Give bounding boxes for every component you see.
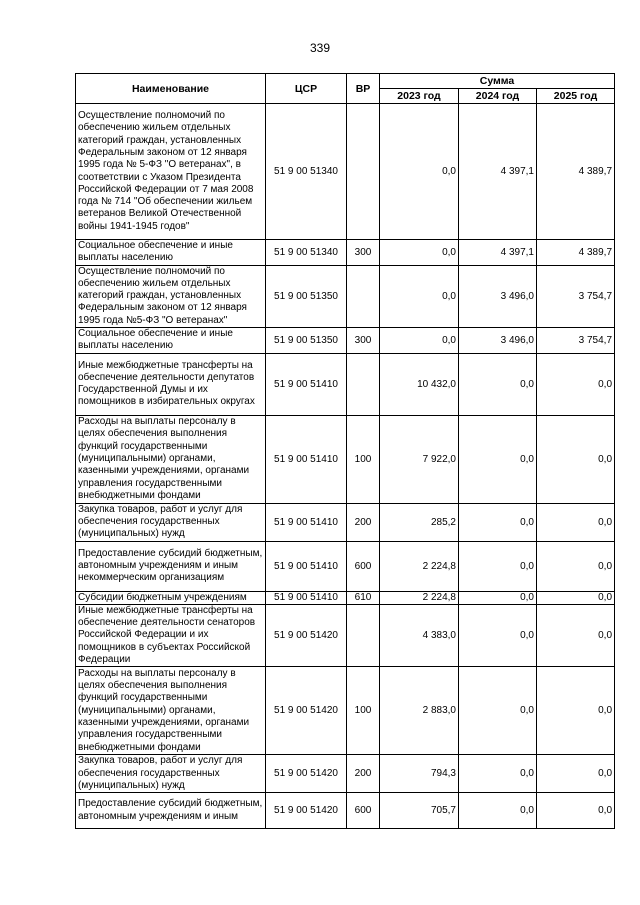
row-sum-2023: 10 432,0 (380, 353, 459, 415)
table-row (76, 328, 615, 354)
row-sum-2024: 4 397,1 (459, 240, 537, 266)
row-sum-2024: 0,0 (459, 503, 537, 541)
table-row (76, 265, 615, 327)
row-sum-2024: 0,0 (459, 415, 537, 503)
row-sum-2023: 7 922,0 (380, 415, 459, 503)
row-sum-2023: 285,2 (380, 503, 459, 541)
header-vr: ВР (347, 74, 380, 104)
row-csr: 51 9 00 51420 (266, 667, 347, 755)
row-csr: 51 9 00 51350 (266, 265, 347, 327)
row-sum-2024: 0,0 (459, 755, 537, 793)
row-vr: 300 (347, 328, 380, 354)
row-sum-2025: 0,0 (537, 503, 615, 541)
row-name: Иные межбюджетные трансферты на обеспечение деятельности сенаторов Российской Федерации и их помощников в субъектах Российской Федерации (76, 604, 266, 666)
row-sum-2024: 0,0 (459, 667, 537, 755)
row-sum-2025: 3 754,7 (537, 328, 615, 354)
row-vr: 600 (347, 541, 380, 591)
row-sum-2024: 0,0 (459, 591, 537, 604)
row-sum-2023: 0,0 (380, 265, 459, 327)
row-csr: 51 9 00 51410 (266, 591, 347, 604)
row-sum-2024: 3 496,0 (459, 265, 537, 327)
row-name: Предоставление субсидий бюджетным, автономным учреждениям и иным некоммерческим организациям (76, 541, 266, 591)
header-year-2023: 2023 год (380, 89, 459, 104)
row-sum-2023: 2 224,8 (380, 591, 459, 604)
header-sum: Сумма (380, 74, 615, 89)
row-sum-2023: 2 224,8 (380, 541, 459, 591)
row-csr: 51 9 00 51410 (266, 503, 347, 541)
row-vr: 100 (347, 415, 380, 503)
row-csr: 51 9 00 51410 (266, 415, 347, 503)
row-csr: 51 9 00 51410 (266, 541, 347, 591)
row-sum-2025: 3 754,7 (537, 265, 615, 327)
row-sum-2023: 0,0 (380, 328, 459, 354)
row-sum-2023: 794,3 (380, 755, 459, 793)
row-csr: 51 9 00 51340 (266, 240, 347, 266)
row-name: Субсидии бюджетным учреждениям (76, 591, 266, 604)
row-vr: 100 (347, 667, 380, 755)
header-year-2025: 2025 год (537, 89, 615, 104)
row-vr (347, 265, 380, 327)
row-sum-2025: 0,0 (537, 604, 615, 666)
row-sum-2025: 0,0 (537, 415, 615, 503)
header-name: Наименование (76, 74, 266, 104)
table-header (76, 74, 615, 104)
row-sum-2025: 0,0 (537, 667, 615, 755)
row-csr: 51 9 00 51340 (266, 104, 347, 240)
row-sum-2025: 4 389,7 (537, 240, 615, 266)
row-name: Социальное обеспечение и иные выплаты населению (76, 328, 266, 354)
row-vr: 200 (347, 503, 380, 541)
row-sum-2024: 0,0 (459, 541, 537, 591)
budget-table (75, 73, 615, 829)
row-sum-2024: 3 496,0 (459, 328, 537, 354)
row-name: Расходы на выплаты персоналу в целях обеспечения выполнения функций государственными (муниципальными) органами, казенными учреждениями, органами управления государственными внебюджетными фондами (76, 667, 266, 755)
row-sum-2025: 0,0 (537, 353, 615, 415)
table-row (76, 104, 615, 240)
row-sum-2025: 0,0 (537, 541, 615, 591)
table-body (76, 104, 615, 829)
row-sum-2023: 2 883,0 (380, 667, 459, 755)
table-row (76, 667, 615, 755)
row-vr (347, 104, 380, 240)
row-vr: 600 (347, 793, 380, 829)
row-vr (347, 604, 380, 666)
table-row (76, 604, 615, 666)
table-row (76, 541, 615, 591)
row-name: Закупка товаров, работ и услуг для обеспечения государственных (муниципальных) нужд (76, 755, 266, 793)
table-row (76, 240, 615, 266)
page-number: 339 (309, 41, 331, 55)
row-name: Социальное обеспечение и иные выплаты населению (76, 240, 266, 266)
row-csr: 51 9 00 51350 (266, 328, 347, 354)
table-row (76, 793, 615, 829)
row-sum-2024: 0,0 (459, 353, 537, 415)
row-sum-2025: 0,0 (537, 793, 615, 829)
row-sum-2024: 0,0 (459, 604, 537, 666)
row-sum-2023: 0,0 (380, 240, 459, 266)
row-sum-2023: 705,7 (380, 793, 459, 829)
row-sum-2023: 4 383,0 (380, 604, 459, 666)
row-vr: 200 (347, 755, 380, 793)
row-name: Закупка товаров, работ и услуг для обеспечения государственных (муниципальных) нужд (76, 503, 266, 541)
row-csr: 51 9 00 51410 (266, 353, 347, 415)
row-name: Предоставление субсидий бюджетным, автономным учреждениям и иным (76, 793, 266, 829)
table-row (76, 503, 615, 541)
row-sum-2024: 0,0 (459, 793, 537, 829)
row-sum-2024: 4 397,1 (459, 104, 537, 240)
row-sum-2023: 0,0 (380, 104, 459, 240)
row-vr: 300 (347, 240, 380, 266)
row-sum-2025: 0,0 (537, 755, 615, 793)
row-name: Иные межбюджетные трансферты на обеспечение деятельности депутатов Государственной Думы и их помощников в избирательных округах (76, 353, 266, 415)
row-sum-2025: 4 389,7 (537, 104, 615, 240)
table-row (76, 755, 615, 793)
row-csr: 51 9 00 51420 (266, 755, 347, 793)
header-year-2024: 2024 год (459, 89, 537, 104)
table-row (76, 591, 615, 604)
row-vr: 610 (347, 591, 380, 604)
table-row (76, 353, 615, 415)
row-csr: 51 9 00 51420 (266, 604, 347, 666)
row-csr: 51 9 00 51420 (266, 793, 347, 829)
row-name: Осуществление полномочий по обеспечению жильем отдельных категорий граждан, установленных Федеральным законом от 12 января 1995 года № 5-ФЗ "О ветеранах", в соответствии с Указом Президента Российской Федерации от 7 мая 2008 года № 714 "Об обеспечении жильем ветеранов Великой Отечественной войны 1941-1945 годов" (76, 104, 266, 240)
header-csr: ЦСР (266, 74, 347, 104)
row-name: Осуществление полномочий по обеспечению жильем отдельных категорий граждан, установленных Федеральным законом от 12 января 1995 года №5-ФЗ "О ветеранах" (76, 265, 266, 327)
row-name: Расходы на выплаты персоналу в целях обеспечения выполнения функций государственными (муниципальными) органами, казенными учреждениями, органами управления государственными внебюджетными фондами (76, 415, 266, 503)
table-row (76, 415, 615, 503)
row-sum-2025: 0,0 (537, 591, 615, 604)
row-vr (347, 353, 380, 415)
